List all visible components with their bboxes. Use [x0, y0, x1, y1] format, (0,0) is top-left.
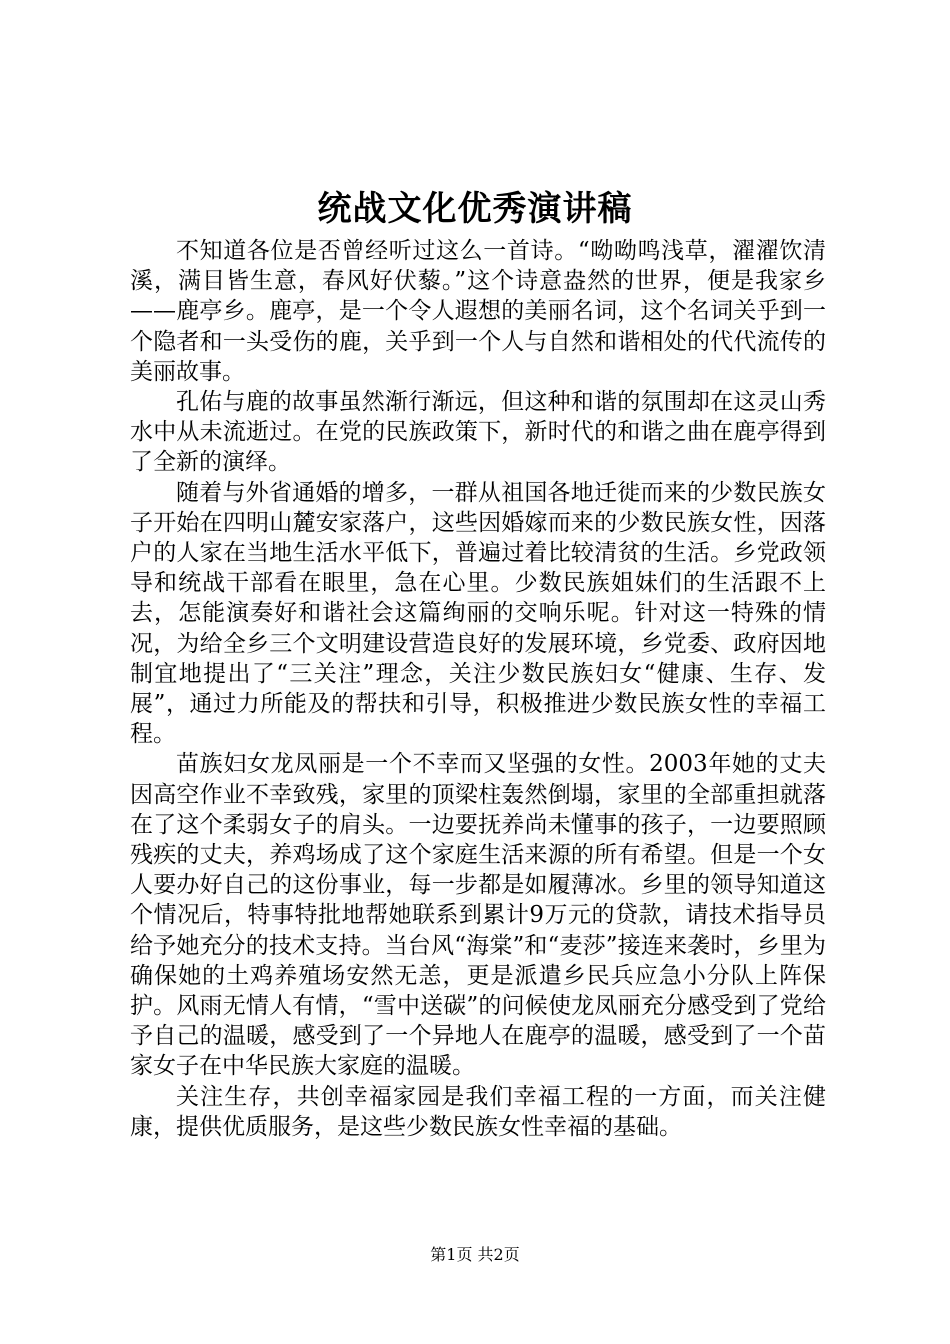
paragraph: 苗族妇女龙凤丽是一个不幸而又坚强的女性。2003年她的丈夫因高空作业不幸致残，家里的顶梁柱轰然倒塌，家里的全部重担就落在了这个柔弱女子的肩头。一边要抚养尚未懂事的孩子，一边要照顾残疾的丈夫，养鸡场成了这个家庭生活来源的所有希望。但是一个女人要办好自己的这份事业，每一步都是如履薄冰。乡里的领导知道这个情况后，特事特批地帮她联系到累计9万元的贷款，请技术指导员给予她充分的技术支持。当台风“海棠”和“麦莎”接连来袭时，乡里为确保她的土鸡养殖场安然无恙，更是派遣乡民兵应急小分队上阵保护。风雨无情人有情，“雪中送碳”的问候使龙凤丽充分感受到了党给予自己的温暖，感受到了一个异地人在鹿亭的温暖，感受到了一个苗家女子在中华民族大家庭的温暖。: [130, 751, 826, 1080]
paragraph: 关注生存，共创幸福家园是我们幸福工程的一方面，而关注健康，提供优质服务，是这些少数民族女性幸福的基础。: [130, 1083, 826, 1140]
page-footer: 第1页 共2页: [430, 1245, 520, 1264]
paragraph: 随着与外省通婚的增多，一群从祖国各地迁徙而来的少数民族女子开始在四明山麓安家落户，这些因婚嫁而来的少数民族女性，因落户的人家在当地生活水平低下，普遍过着比较清贫的生活。乡党政领导和统战干部看在眼里，急在心里。少数民族姐妹们的生活跟不上去，怎能演奏好和谐社会这篇绚丽的交响乐呢。针对这一特殊的情况，为给全乡三个文明建设营造良好的发展环境，乡党委、政府因地制宜地提出了“三关注”理念，关注少数民族妇女“健康、生存、发展”，通过力所能及的帮扶和引导，积极推进少数民族女性的幸福工程。: [130, 479, 826, 748]
paragraph: 孔佑与鹿的故事虽然渐行渐远，但这种和谐的氛围却在这灵山秀水中从未流逝过。在党的民族政策下，新时代的和谐之曲在鹿亭得到了全新的演绎。: [130, 389, 826, 476]
document-title: 统战文化优秀演讲稿: [317, 189, 633, 229]
document-body: [130, 236, 826, 1142]
paragraph: 不知道各位是否曾经听过这么一首诗。“呦呦鸣浅草，濯濯饮清溪，满目皆生意，春风好伏藜。”这个诗意盎然的世界，便是我家乡——鹿亭乡。鹿亭，是一个令人遐想的美丽名词，这个名词关乎到一个隐者和一头受伤的鹿，关乎到一个人与自然和谐相处的代代流传的美丽故事。: [130, 238, 826, 385]
